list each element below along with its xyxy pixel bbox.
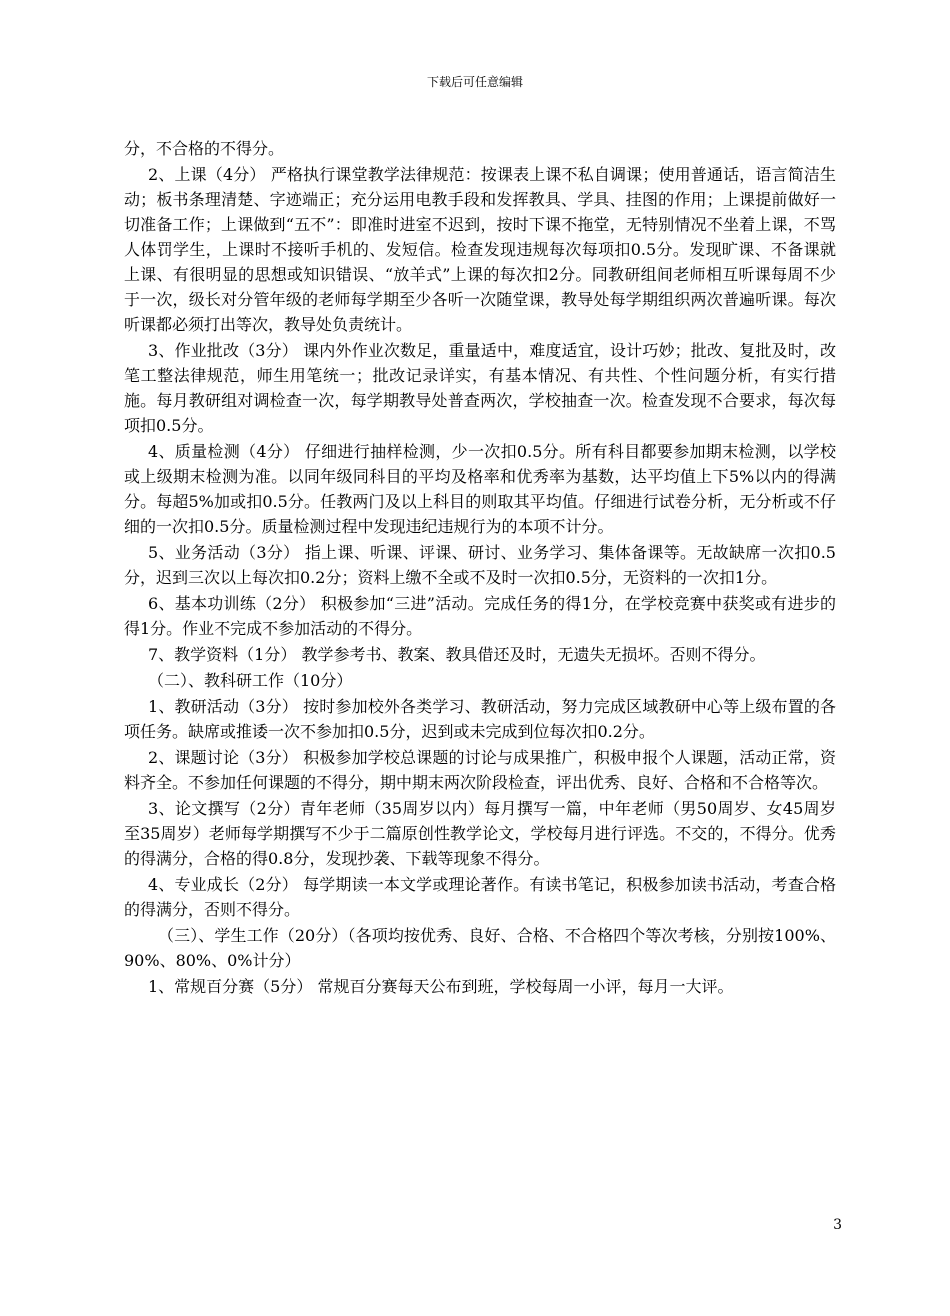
page-number: 3 [833, 1217, 842, 1233]
page-header: 下载后可任意编辑 [426, 75, 523, 89]
paragraph: 1、常规百分赛（5分） 常规百分赛每天公布到班，学校每周一小评，每月一大评。 [148, 977, 734, 996]
paragraph: 1、教研活动（3分） 按时参加校外各类学习、教研活动，努力完成区域教研中心等上级布置的各项任务。缺席或推诿一次不参加扣0.5分，迟到或未完成到位每次扣0.2分。 [124, 697, 836, 741]
paragraph: 6、基本功训练（2分） 积极参加“三进”活动。完成任务的得1分，在学校竞赛中获奖或有进步的得1分。作业不完成不参加活动的不得分。 [124, 594, 836, 638]
paragraph: 4、质量检测（4分） 仔细进行抽样检测，少一次扣0.5分。所有科目都要参加期末检测，以学校或上级期末检测为准。以同年级同科目的平均及格率和优秀率为基数，达平均值上下5%以内的得满分。每超5%加或扣0.5分。任教两门及以上科目的则取其平均值。仔细进行试卷分析，无分析或不仔细的一次扣0.5分。质量检测过程中发现违纪违规行为的本项不计分。 [124, 442, 836, 536]
paragraph: 7、教学资料（1分） 教学参考书、教案、教具借还及时，无遗失无损坏。否则不得分。 [148, 645, 766, 664]
paragraph: 3、作业批改（3分） 课内外作业次数足，重量适中，难度适宜，设计巧妙；批改、复批及时，改笔工整法律规范，师生用笔统一；批改记录详实，有基本情况、有共性、个性问题分析，有实行措施。每月教研组对调检查一次，每学期教导处普查两次，学校抽查一次。检查发现不合要求，每次每项扣0.5分。 [124, 341, 836, 435]
paragraph: （二）、教科研工作（10分） [148, 671, 353, 690]
paragraph: 3、论文撰写（2分）青年老师（35周岁以内）每月撰写一篇，中年老师（男50周岁、女45周岁至35周岁）老师每学期撰写不少于二篇原创性教学论文，学校每月进行评选。不交的，不得分。优秀的得满分，合格的得0.8分，发现抄袭、下载等现象不得分。 [124, 799, 836, 868]
paragraph: 4、专业成长（2分） 每学期读一本文学或理论著作。有读书笔记，积极参加读书活动，考查合格的得满分，否则不得分。 [124, 875, 836, 919]
paragraph: 5、业务活动（3分） 指上课、听课、评课、研讨、业务学习、集体备课等。无故缺席一次扣0.5分，迟到三次以上每次扣0.2分；资料上缴不全或不及时一次扣0.5分，无资料的一次扣1分。 [124, 543, 836, 587]
document-body [124, 136, 836, 1000]
paragraph: 2、上课（4分） 严格执行课堂教学法律规范：按课表上课不私自调课；使用普通话，语言简洁生动；板书条理清楚、字迹端正；充分运用电教手段和发挥教具、学具、挂图的作用；上课提前做好一切准备工作；上课做到“五不”：即准时进室不迟到，按时下课不拖堂，无特别情况不坐着上课，不骂人体罚学生，上课时不接听手机的、发短信。检查发现违规每次每项扣0.5分。发现旷课、不备课就上课、有很明显的思想或知识错误、“放羊式”上课的每次扣2分。同教研组间老师相互听课每周不少于一次，级长对分管年级的老师每学期至少各听一次随堂课，教导处每学期组织两次普遍听课。每次听课都必须打出等次，教导处负责统计。 [124, 165, 836, 334]
paragraph: 2、课题讨论（3分） 积极参加学校总课题的讨论与成果推广，积极申报个人课题，活动正常，资料齐全。不参加任何课题的不得分，期中期末两次阶段检查，评出优秀、良好、合格和不合格等次。 [124, 748, 836, 792]
paragraph: （三）、学生工作（20分）（各项均按优秀、良好、合格、不合格四个等次考核，分别按100%、90%、80%、0%计分） [124, 926, 836, 970]
paragraph: 分，不合格的不得分。 [124, 139, 285, 158]
